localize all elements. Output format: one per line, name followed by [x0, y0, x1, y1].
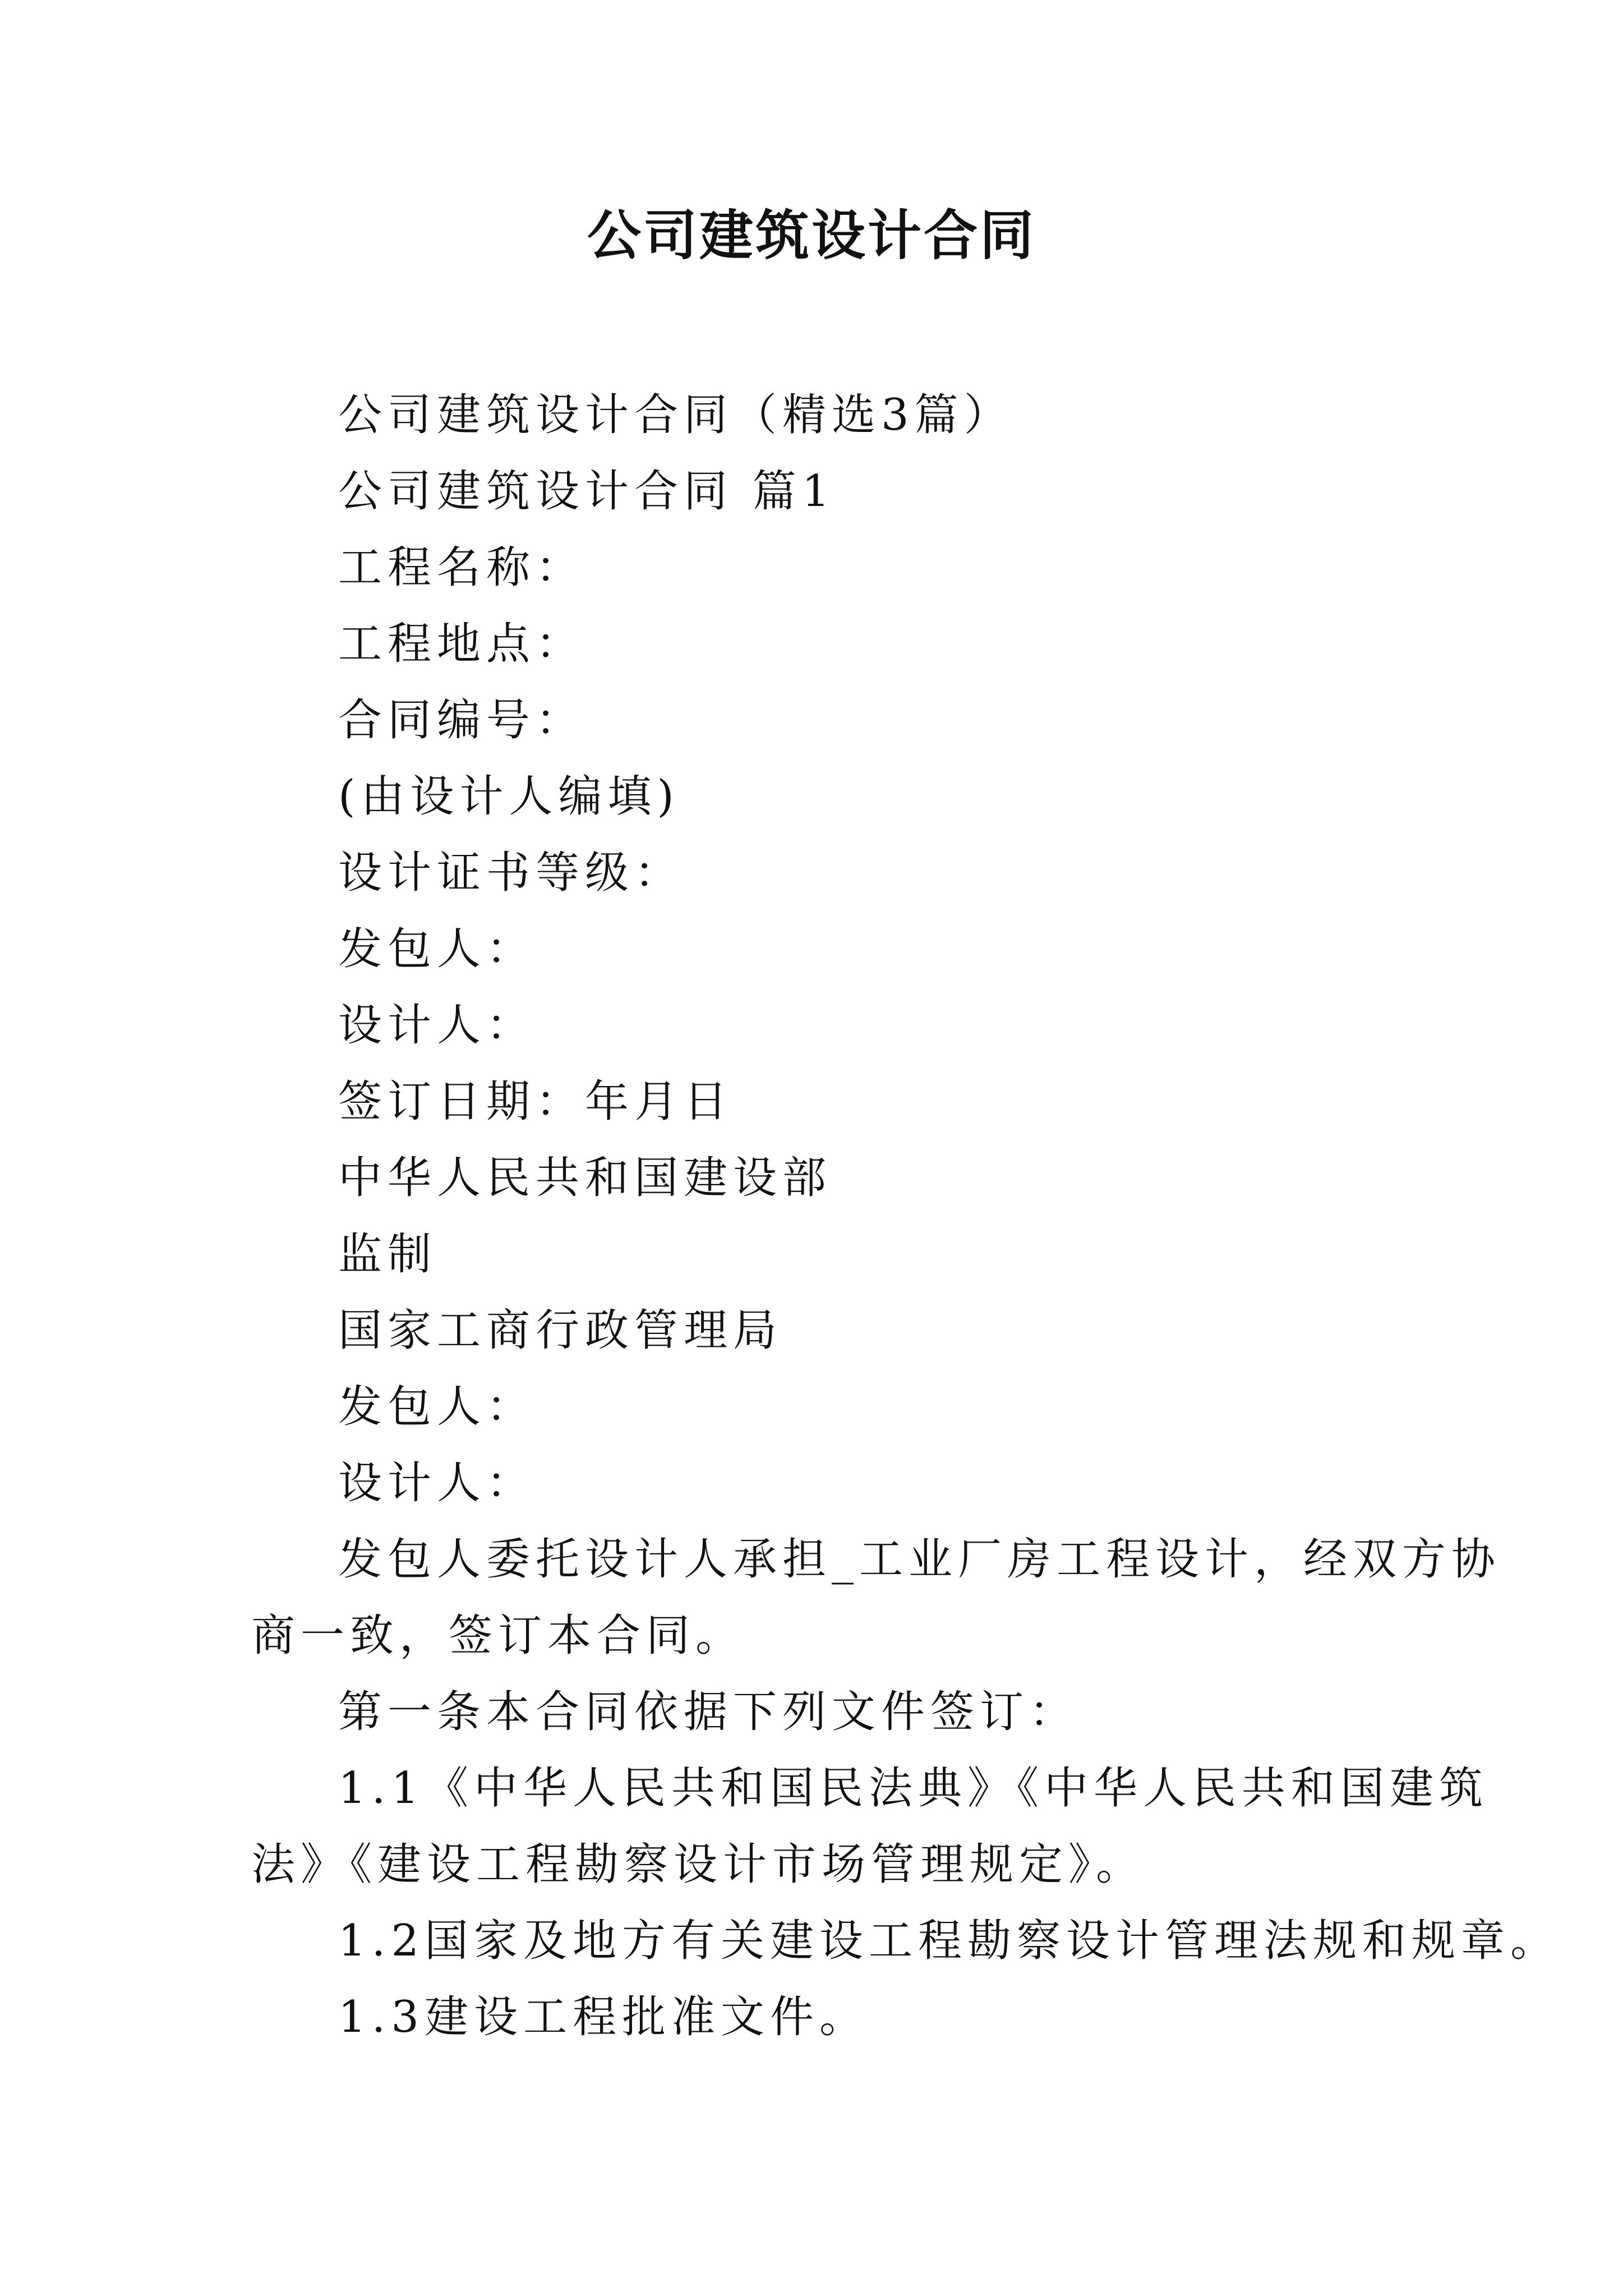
- text-line: 监制: [338, 1229, 437, 1280]
- text-line: 发包人：: [338, 924, 536, 974]
- document-body: [251, 377, 1560, 2055]
- text-line: 中华人民共和国建设部: [338, 1153, 832, 1203]
- text-line: 公司建筑设计合同 篇1: [338, 466, 836, 517]
- text-line: 1.3建设工程批准文件。: [338, 1992, 869, 2042]
- text-line: 国家工商行政管理局: [338, 1305, 783, 1356]
- text-line: 第一条本合同依据下列文件签订：: [338, 1687, 1079, 1737]
- text-line: 设计人：: [338, 1458, 536, 1508]
- text-line: 法》《建设工程勘察设计市场管理规定》。: [251, 1839, 1146, 1890]
- text-line: 设计人：: [338, 1000, 536, 1051]
- text-line: 工程名称：: [338, 542, 585, 593]
- text-line: 商一致，签订本合同。: [251, 1611, 745, 1661]
- text-line: 公司建筑设计合同（精选3篇）: [338, 390, 1013, 440]
- text-line: 1.2国家及地方有关建设工程勘察设计管理法规和规章。: [338, 1916, 1560, 1966]
- text-line: 发包人：: [338, 1382, 536, 1432]
- text-line: 1.1《中华人民共和国民法典》《中华人民共和国建筑: [338, 1763, 1489, 1814]
- text-line: 设计证书等级：: [338, 848, 684, 898]
- text-line: 签订日期：年月日: [338, 1076, 734, 1127]
- text-line: 发包人委托设计人承担_工业厂房工程设计，经双方协: [338, 1534, 1501, 1585]
- document-title: 公司建筑设计合同: [587, 204, 1036, 267]
- text-line: (由设计人编填): [338, 771, 680, 822]
- text-line: 合同编号：: [338, 695, 585, 746]
- text-line: 工程地点：: [338, 619, 585, 669]
